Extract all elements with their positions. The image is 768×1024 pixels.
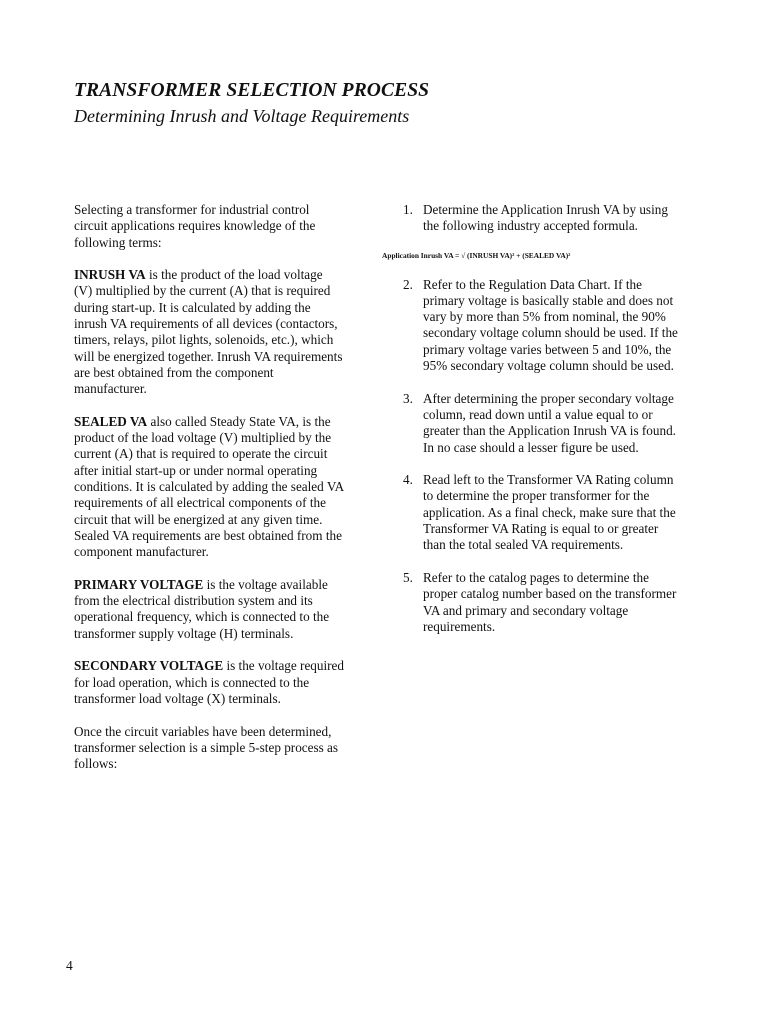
step-number: 1. xyxy=(403,202,413,217)
inrush-formula: Application Inrush VA = √ (INRUSH VA)² + (SEALED VA)² xyxy=(382,250,571,260)
step-text: Read left to the Transformer VA Rating column to determine the proper transformer for the application. As a final check, make sure that the Transformer VA Rating is equal to or greater than the total sealed VA requirements. xyxy=(423,472,676,553)
page-subtitle: Determining Inrush and Voltage Requirements xyxy=(74,106,410,126)
definition-inrush-va xyxy=(74,267,344,397)
step-number: 3. xyxy=(403,390,413,406)
right-column xyxy=(382,202,682,635)
step-text: Refer to the catalog pages to determine the proper catalog number based on the transformer VA and primary and secondary voltage requirements. xyxy=(423,569,677,634)
definition-text: is the voltage available from the electrical distribution system and its operational frequency, which is connected to the transformer supply voltage (H) terminals. xyxy=(74,576,330,641)
step-2 xyxy=(382,277,682,375)
definition-term: PRIMARY VOLTAGE xyxy=(74,576,204,592)
step-number: 2. xyxy=(403,276,413,292)
page-title: TRANSFORMER SELECTION PROCESS xyxy=(74,80,430,101)
definition-secondary-voltage xyxy=(74,658,344,707)
closing-paragraph: Once the circuit variables have been determined, transformer selection is a simple 5-step process as follows: xyxy=(74,723,339,772)
definition-text: also called Steady State VA, is the product of the load voltage (V) multiplied by the current (A) that is required to operate the circuit after initial start-up or under normal operating conditions. It is calculated by adding the sealed VA requirements of all electrical components of the circuit that will be energized at any given time. Sealed VA requirements are best obtained from the component manufacturer. xyxy=(74,413,344,560)
step-1 xyxy=(382,202,682,235)
definition-text: is the product of the load voltage (V) multiplied by the current (A) that is required during start-up. It is calculated by adding the inrush VA requirements of all devices (contactors, timers, relays, pilot lights, solenoids, etc.), which will be energized together. Inrush VA requirements are best obtained from the component manufacturer. xyxy=(74,267,343,397)
intro-paragraph: Selecting a transformer for industrial control circuit applications requires knowledge of the following terms: xyxy=(74,202,316,250)
step-text: Refer to the Regulation Data Chart. If the primary voltage is basically stable and does not vary by more than 5% from nominal, the 90% secondary voltage column should be used. If the primary voltage varies between 5 and 10%, the 95% secondary voltage column should be used. xyxy=(423,276,678,374)
definition-text: is the voltage required for load operation, which is connected to the transformer load voltage (X) terminals. xyxy=(74,658,344,706)
definition-primary-voltage xyxy=(74,577,344,642)
step-number: 4. xyxy=(403,472,413,488)
definition-term: INRUSH VA xyxy=(74,267,146,283)
step-text: After determining the proper secondary voltage column, read down until a value equal to or greater than the Application Inrush VA is found. In no case should a lesser figure be used. xyxy=(423,390,676,455)
step-3 xyxy=(382,391,682,456)
definition-term: SECONDARY VOLTAGE xyxy=(74,658,224,674)
step-4 xyxy=(382,472,682,553)
definition-sealed-va xyxy=(74,414,344,561)
step-number: 5. xyxy=(403,569,413,585)
step-5 xyxy=(382,570,682,635)
step-text: Determine the Application Inrush VA by using the following industry accepted formula. xyxy=(423,202,668,234)
definition-term: SEALED VA xyxy=(74,413,148,429)
page-number: 4 xyxy=(66,958,73,973)
left-column xyxy=(74,202,344,789)
